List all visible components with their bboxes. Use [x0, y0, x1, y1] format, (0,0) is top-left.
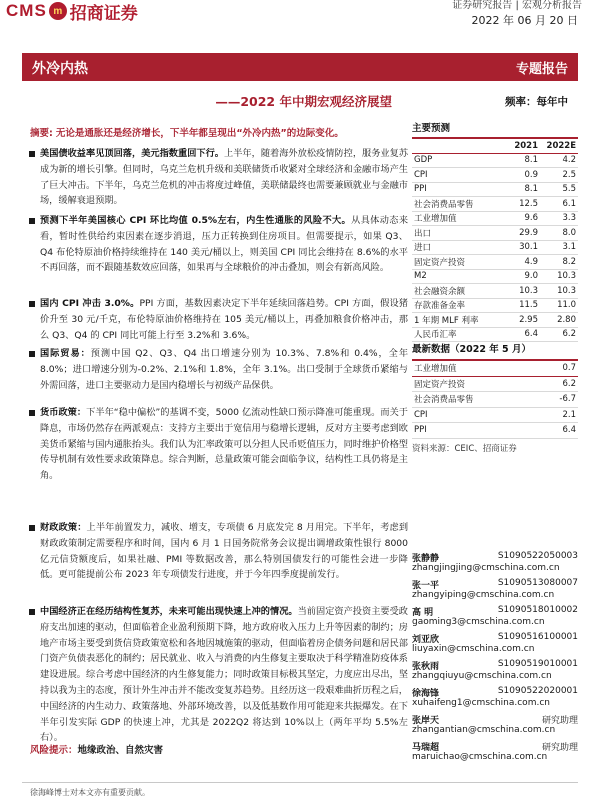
paragraph-text: 下半年“稳中偏松”的基调不变，5000 亿流动性缺口预示降准可能重现。而关于降息，市场仍然存在两派观点：支持方主要出于宽信用与稳增长逻辑，反对方主要考虑到欧美货币紧缩与国内通胀抬头。我们认为汇率政策可以分担人民币贬值压力，同时维护价格型传导机制有效性要求政策降息。综合判断，总量政策可能会面临争议，结构性工具仍将是主角。: [40, 407, 408, 482]
logo-latin: CMS: [6, 1, 47, 20]
bullet-icon: [29, 301, 35, 307]
forecast-table: [412, 137, 578, 342]
title-banner: [22, 53, 578, 81]
report-subtitle: ——2022 年中期宏观经济展望: [215, 94, 392, 109]
table-row: [412, 211, 578, 226]
paragraph-text: 从具体动态来看，暂时性供给约束因素在逐步消退，压力正转换到住房项目。但需要提示，如果 Q3、Q4 布伦特原油价格持续维持在 140 美元/桶以上，则美国 CPI 同比会维持在 8.6%的水平不再回落，而不跟随基数效应回落，如果再与全球粮价的冲击叠加，则会有新高风险。: [40, 215, 409, 274]
report-title: 外冷内热: [32, 61, 88, 77]
indicator-cell: 人民币汇率: [412, 327, 502, 342]
analyst-name: 张一平: [412, 581, 440, 591]
indicator-cell: GDP: [412, 153, 502, 168]
logo-seal-icon: m: [49, 2, 67, 20]
analyst-entry: [412, 605, 578, 629]
value-cell: 3.1: [540, 240, 578, 255]
indicator-cell: 固定资产投资: [412, 376, 540, 392]
analyst-id: S1090519010001: [497, 659, 578, 669]
bullet-icon: [29, 151, 35, 157]
value-cell: 10.3: [502, 284, 540, 299]
analyst-email[interactable]: gaoming3@cmschina.com.cn: [412, 617, 545, 627]
table-row: [412, 392, 578, 408]
analyst-id: S1090522050003: [497, 551, 578, 561]
table-row: [412, 327, 578, 342]
paragraph-lead: 国内 CPI 冲击 3.0%。: [40, 298, 140, 309]
value-cell: 8.1: [502, 182, 540, 197]
risk-text: 地缘政治、自然灾害: [77, 745, 164, 756]
analyst-id: S1090522020001: [497, 686, 578, 696]
paragraph-lead: 预测下半年美国核心 CPI 环比均值 0.5%左右，内生性通胀的风险不大。: [40, 215, 352, 226]
value-cell: 2.95: [502, 313, 540, 328]
analyst-name: 张秋雨: [412, 662, 440, 672]
analyst-email[interactable]: zhangyiping@cmschina.com.cn: [412, 590, 555, 600]
value-cell: 6.2: [540, 376, 578, 392]
abstract-label: 摘要:: [30, 128, 53, 139]
indicator-cell: M2: [412, 269, 502, 284]
bullet-icon: [29, 218, 35, 224]
analyst-entry: [412, 713, 578, 737]
paragraph-text: 上半年前置发力，减收、增支，专项债 6 月底发完 8 月用完。下半年，考虑到财政政策制定需要程序和时间，国内 6 月 1 日国务院常务会议提出调增政策性银行 8000 亿元信贷额度后，如果社融、PMI 等数据改善，那么特别国债发行的可能性会进一步降低。更可能提前公布 2023 年专项债发行进度，并于今年四季度提前发行。: [40, 522, 409, 581]
forecast-panel: [412, 120, 578, 342]
value-cell: 8.2: [540, 255, 578, 270]
analyst-id: S1090513080007: [497, 578, 578, 588]
value-cell: 10.3: [540, 269, 578, 284]
bullet-icon: [29, 609, 35, 615]
analyst-name: 马瑞超: [412, 743, 440, 753]
analyst-entry: [412, 551, 578, 575]
footer-divider: [22, 782, 578, 783]
value-cell: -6.7: [540, 392, 578, 408]
analyst-name: 刘亚欣: [412, 635, 440, 645]
table-row: [412, 284, 578, 299]
value-cell: 2.1: [540, 407, 578, 423]
paragraph-lead: 中国经济正在经历结构性复苏，未来可能出现快速上冲的情况。: [40, 606, 298, 617]
value-cell: 11.5: [502, 298, 540, 313]
analyst-entry: [412, 632, 578, 656]
indicator-cell: CPI: [412, 168, 502, 183]
abstract: [30, 125, 410, 139]
paragraph-lead: 国际贸易：: [40, 348, 91, 359]
table-row: [412, 197, 578, 212]
footer-note: 徐海峰博士对本文亦有重要贡献。: [30, 788, 150, 797]
indicator-cell: 工业增加值: [412, 360, 540, 376]
analyst-entry: [412, 578, 578, 602]
value-cell: 10.3: [540, 284, 578, 299]
analyst-entry: [412, 740, 578, 764]
table-row: [412, 153, 578, 168]
analyst-id: 研究助理: [541, 716, 578, 726]
analyst-email[interactable]: zhangjingjing@cmschina.com.cn: [412, 563, 560, 573]
analyst-id: S1090518010002: [497, 605, 578, 615]
bullet-icon: [29, 351, 35, 357]
paragraph-lead: 货币政策：: [40, 407, 87, 418]
analyst-name: 徐海锋: [412, 689, 440, 699]
paragraph-china-recovery: [40, 604, 408, 746]
data-source: 资料来源：CEIC、招商证券: [412, 443, 517, 454]
value-cell: 2.80: [540, 313, 578, 328]
report-date: 2022 年 06 月 20 日: [471, 14, 578, 27]
forecast-title: 主要预测: [412, 123, 451, 134]
indicator-cell: 社会消费品零售: [412, 392, 540, 408]
analyst-email[interactable]: zhangqiuyu@cmschina.com.cn: [412, 671, 552, 681]
indicator-cell: PPI: [412, 423, 540, 439]
indicator-cell: CPI: [412, 407, 540, 423]
value-cell: 30.1: [502, 240, 540, 255]
table-header-cell: 2022E: [540, 138, 578, 153]
table-row: [412, 240, 578, 255]
value-cell: 0.9: [502, 168, 540, 183]
indicator-cell: 社会消费品零售: [412, 197, 502, 212]
indicator-cell: 出口: [412, 226, 502, 241]
table-row: [412, 255, 578, 270]
value-cell: 4.2: [540, 153, 578, 168]
bullet-icon: [29, 525, 35, 531]
table-row: [412, 313, 578, 328]
analyst-email[interactable]: zhangantian@cmschina.com.cn: [412, 725, 556, 735]
table-row: [412, 269, 578, 284]
logo-chinese: 招商证券: [69, 3, 138, 24]
value-cell: 8.1: [502, 153, 540, 168]
paragraph-monetary: [40, 405, 408, 484]
value-cell: 0.7: [540, 360, 578, 376]
bullet-icon: [29, 410, 35, 416]
analyst-name: 张静静: [412, 554, 440, 564]
paragraph-lead: 美国债收益率见顶回落，美元指数重回下行。: [40, 148, 225, 159]
table-row: [412, 407, 578, 423]
value-cell: 11.0: [540, 298, 578, 313]
value-cell: 8.0: [540, 226, 578, 241]
paragraph-text: 上半年，随着海外放松疫情防控，服务业复苏成为新的增长引擎。但同时，乌克兰危机升级和美联储货币收紧对全球经济和金融市场产生了巨大冲击。下半年，乌克兰危机的冲击将度过峰值，美联储最终也需要兼顾就业与金融市场，缓解衰退预期。: [40, 148, 409, 207]
value-cell: 4.9: [502, 255, 540, 270]
analyst-email[interactable]: liuyaxin@cmschina.com.cn: [412, 644, 535, 654]
indicator-cell: 工业增加值: [412, 211, 502, 226]
latest-data-title: 最新数据（2022 年 5 月）: [412, 344, 531, 355]
table-row: [412, 298, 578, 313]
analyst-id: 研究助理: [541, 743, 578, 753]
indicator-cell: 1 年期 MLF 利率: [412, 313, 502, 328]
risk-label: 风险提示：: [30, 745, 78, 756]
paragraph-domestic-cpi: [40, 296, 408, 343]
value-cell: 9.6: [502, 211, 540, 226]
value-cell: 5.5: [540, 182, 578, 197]
indicator-cell: PPI: [412, 182, 502, 197]
analyst-email[interactable]: xuhaifeng1@cmschina.com.cn: [412, 698, 550, 708]
table-row: [412, 168, 578, 183]
paragraph-fiscal: [40, 520, 408, 583]
paragraph-trade: [40, 346, 408, 393]
analyst-entry: [412, 659, 578, 683]
paragraph-text: 预测中国 Q2、Q3、Q4 出口增速分别为 10.3%、7.8%和 0.4%，全年 8.0%；进口增速分别为-0.2%、2.1%和 1.8%，全年 3.1%。出口受制于全球货币紧缩与外需回落，进口主要驱动力是国内稳增长与初级产品保供。: [40, 348, 409, 391]
report-category: 证券研究报告 | 宏观分析报告: [452, 0, 582, 11]
value-cell: 6.2: [540, 327, 578, 342]
analyst-name: 高 明: [412, 608, 434, 618]
paragraph-text: 当前固定资产投资主要受政府支出加速的驱动，但面临着企业盈利预期下降，地方政府收入压力上升等因素的制约；房地产市场主要受到货信贷政策宽松和各地因城施策的驱动，但面临着房企债务问题和居民部门资产负债表恶化的制约；居民就业、收入与消费的内生修复主要取决于科学精准防疫体系建设进展。综合考虑中国经济的内生修复能力；同时政策目标极其坚定，力度应出尽出，坚持以我为主的态度，预计外生冲击并不能改变复苏趋势。且经历这一段艰难曲折历程之后，中国经济的内生动力、政策落地、外部环境改善，以及低基数作用可能迎来共振爆发。在下半年引发实际 GDP 的快速上冲，尤其是 2022Q2 将达到 10%以上（两年平均 5.5%左右）。: [40, 606, 408, 744]
analyst-entry: [412, 686, 578, 710]
report-type: 专题报告: [515, 62, 568, 77]
paragraph-text: PPI 方面，基数因素决定下半年延续回落趋势。CPI 方面，假设猪价升至 30 元/千克，布伦特原油价格维持在 105 美元/桶以上，再叠加粮食价格冲击，那么 Q3、Q4 的 CPI 同比可能上行至 3.2%和 3.6%。: [40, 298, 408, 341]
value-cell: 6.4: [502, 327, 540, 342]
indicator-cell: 存款准备金率: [412, 298, 502, 313]
table-row: [412, 226, 578, 241]
value-cell: 29.9: [502, 226, 540, 241]
value-cell: 6.1: [540, 197, 578, 212]
table-row: [412, 182, 578, 197]
analyst-id: S1090516100001: [497, 632, 578, 642]
table-row: [412, 423, 578, 439]
indicator-cell: 固定资产投资: [412, 255, 502, 270]
table-header-cell: [412, 138, 502, 153]
report-frequency: 频率：每年中: [505, 96, 568, 108]
value-cell: 9.0: [502, 269, 540, 284]
value-cell: 6.4: [540, 423, 578, 439]
paragraph-us-cpi: [40, 213, 408, 276]
latest-data-table: [412, 359, 578, 439]
indicator-cell: 社会融资余额: [412, 284, 502, 299]
table-header-cell: 2021: [502, 138, 540, 153]
value-cell: 2.5: [540, 168, 578, 183]
value-cell: 3.3: [540, 211, 578, 226]
latest-data-panel: [412, 341, 578, 454]
table-row: [412, 376, 578, 392]
table-header-row: [412, 138, 578, 153]
paragraph-us-yield: [40, 146, 408, 209]
risk-warning: [30, 742, 163, 756]
paragraph-lead: 财政政策：: [40, 522, 87, 533]
analyst-email[interactable]: maruichao@cmschina.com.cn: [412, 752, 548, 762]
indicator-cell: 进口: [412, 240, 502, 255]
table-row: [412, 360, 578, 376]
abstract-text: 无论是通胀还是经济增长，下半年都呈现出“外冷内热”的边际变化。: [55, 128, 344, 139]
analyst-name: 张岸天: [412, 716, 440, 726]
broker-logo: [6, 0, 138, 22]
value-cell: 12.5: [502, 197, 540, 212]
